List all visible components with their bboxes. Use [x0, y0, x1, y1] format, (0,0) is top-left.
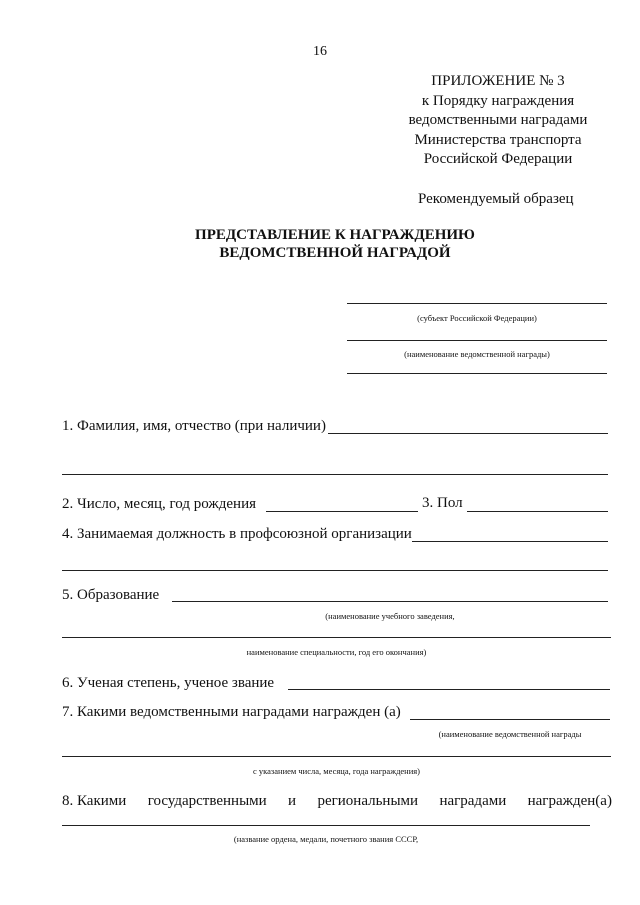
label-word: и	[288, 793, 297, 809]
departmental-awards-caption-1: (наименование ведомственной награды	[438, 729, 582, 739]
field-full-name-label: 1. Фамилия, имя, отчество (при наличии)	[62, 418, 326, 434]
departmental-awards-blank-line-2[interactable]	[62, 756, 611, 757]
appendix-header	[380, 72, 616, 170]
full-name-blank-line[interactable]	[328, 433, 608, 434]
field-birth-date-label: 2. Число, месяц, год рождения	[62, 496, 256, 512]
appendix-line: Российской Федерации	[423, 151, 573, 167]
field-position-label: 4. Занимаемая должность в профсоюзной организации	[62, 526, 412, 542]
page-number: 16	[313, 44, 327, 59]
education-caption-1: (наименование учебного заведения,	[325, 611, 455, 621]
education-blank-line[interactable]	[172, 601, 608, 602]
sample-label: Рекомендуемый образец	[418, 191, 574, 207]
award-blank-line-2[interactable]	[347, 373, 607, 374]
departmental-awards-caption-2: с указанием числа, месяца, года награждения)	[252, 766, 421, 776]
departmental-awards-blank-line[interactable]	[410, 719, 610, 720]
subject-caption: (субъект Российской Федерации)	[417, 313, 537, 323]
state-awards-caption: (название ордена, медали, почетного звания СССР,	[233, 834, 419, 844]
sex-blank-line[interactable]	[467, 511, 608, 512]
field-degree-label: 6. Ученая степень, ученое звание	[62, 675, 275, 691]
label-word: 8. Какими	[62, 793, 127, 809]
subject-blank-line[interactable]	[347, 303, 607, 304]
field-departmental-awards-label: 7. Какими ведомственными наградами награжден (а)	[62, 704, 401, 720]
appendix-line: ведомственными наградами	[408, 112, 588, 128]
document-title	[150, 226, 520, 262]
degree-blank-line[interactable]	[288, 689, 610, 690]
field-education-label: 5. Образование	[62, 587, 160, 603]
appendix-title: ПРИЛОЖЕНИЕ № 3	[431, 73, 565, 89]
label-word: региональными	[317, 793, 419, 809]
field-sex-label: 3. Пол	[422, 495, 463, 511]
award-blank-line[interactable]	[347, 340, 607, 341]
title-line: ВЕДОМСТВЕННОЙ НАГРАДОЙ	[219, 245, 451, 261]
education-blank-line-2[interactable]	[62, 637, 611, 638]
education-caption-2: наименование специальности, год его окончания)	[246, 647, 427, 657]
label-word: награжден(а)	[527, 793, 612, 809]
title-line: ПРЕДСТАВЛЕНИЕ К НАГРАЖДЕНИЮ	[195, 227, 475, 243]
label-word: государственными	[147, 793, 267, 809]
birth-date-blank-line[interactable]	[266, 511, 418, 512]
award-caption: (наименование ведомственной награды)	[404, 349, 550, 359]
position-blank-line-2[interactable]	[62, 570, 608, 571]
position-blank-line[interactable]	[412, 541, 608, 542]
full-name-blank-line-2[interactable]	[62, 474, 608, 475]
label-word: наградами	[439, 793, 507, 809]
appendix-line: к Порядку награждения	[421, 92, 575, 109]
state-awards-blank-line[interactable]	[62, 825, 590, 826]
appendix-line: Министерства транспорта	[414, 131, 582, 148]
field-state-awards-label	[62, 793, 612, 810]
